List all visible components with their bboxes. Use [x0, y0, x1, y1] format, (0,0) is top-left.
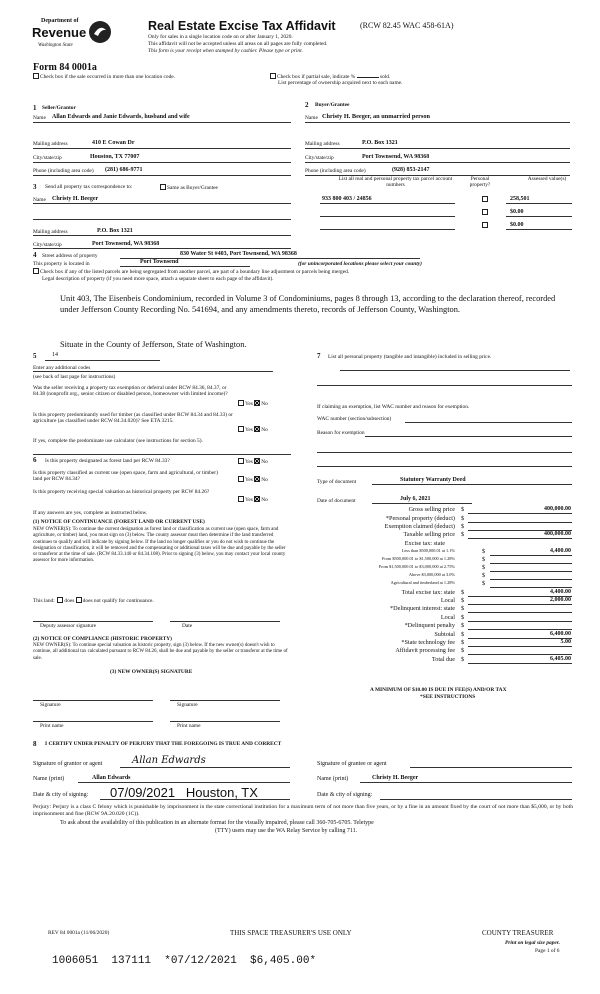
yes-label: Yes: [245, 497, 253, 503]
corr-mailing-label: Mailing address: [33, 229, 68, 235]
no-checkbox-checked[interactable]: [254, 476, 260, 482]
tax-row-label: Total due: [431, 656, 455, 663]
seller-heading: Seller/Grantor: [42, 105, 76, 111]
s6-q2: Is this property classified as current use (open space, farm and agricultural, or timber) land per RCW 84.34?: [33, 470, 218, 483]
s5-q1-answer: [238, 400, 268, 407]
location-code[interactable]: 14: [52, 352, 58, 358]
corr-city[interactable]: Port Townsend, WA 98368: [92, 241, 160, 247]
personal-prop-label: List all personal property (tangible and intangible) included in selling price.: [328, 354, 492, 360]
seller-mailing[interactable]: 410 E Cowan Dr: [92, 140, 135, 146]
form-number: Form 84 0001a: [33, 62, 97, 73]
yes-label: Yes: [245, 427, 253, 433]
notice2-text: NEW OWNER(S): To continue special valuation as historic property, sign (3) below. If the new owner(s) doesn't wish to continue, all additional tax calculated pursuant to RCW 84.26, shall be due and payable by the seller or transferor at the time of sale.: [33, 643, 288, 661]
buyer-phone-label: Phone (including area code): [305, 168, 366, 174]
seller-phone-label: Phone (including area code): [33, 168, 94, 174]
s6-q3: Is this property receiving special valuation as historical property per RCW 84.26?: [33, 489, 210, 495]
s6-q2-answer: [238, 476, 268, 483]
buyer-name[interactable]: Christy H. Beeger, an unmarried person: [322, 113, 431, 120]
buyer-phone[interactable]: (928) 853-2147: [392, 167, 430, 173]
tax-row-amount[interactable]: 5.00: [560, 639, 571, 645]
tax-row-label: From $1,500,000.01 to $3,000,000 at 2.75%: [378, 564, 455, 569]
buyer-mailing[interactable]: P.O. Box 1321: [362, 140, 398, 146]
doc-type-label: Type of document: [317, 479, 357, 485]
perjury-text: Perjury: Perjury is a class C felony which is punishable by imprisonment in the state correctional institution for a maximum term of not more than five years, or by a fine in an amount fixed by the court of not more than $5,000, or by both imprisonment and fine (RCW 9A.20.020 (1C)).: [33, 804, 573, 817]
tax-row-amount[interactable]: 4,400.00: [550, 548, 571, 554]
dollar-sign: $: [461, 523, 465, 530]
tax-row-label: *Delinquent interest: state: [390, 605, 455, 612]
header-note-3: This form is your receipt when stamped by cashier. Please type or print.: [148, 48, 303, 54]
tax-row-label: Taxable selling price: [403, 531, 455, 538]
section7-num: 7: [317, 352, 321, 360]
dollar-sign: $: [461, 614, 465, 621]
seller-name-label: Name: [33, 115, 46, 121]
dor-logo: [28, 18, 118, 56]
does-checkbox[interactable]: [57, 597, 63, 603]
form-citation: (RCW 82.45 WAC 458-61A): [360, 21, 454, 30]
s5-q1: Was the seller receiving a property tax exemption or deferral under RCW 84.36, 84.37, or 84.38 (nonprofit org., senior citizen or disabled person, homeowner with limited income)?: [33, 385, 228, 398]
same-as-buyer-checkbox[interactable]: [160, 184, 166, 190]
tax-row-amount[interactable]: 4,400.00: [550, 589, 571, 595]
seller-city[interactable]: Houston, TX 77007: [90, 154, 140, 160]
county-treasurer: COUNTY TREASURER: [482, 929, 554, 937]
no-label: No: [261, 497, 268, 503]
receipt-stamp: 1006051 137111 *07/12/2021 $6,405.00*: [52, 955, 317, 967]
tax-row-label: Gross selling price: [408, 506, 455, 513]
yes-label: Yes: [245, 401, 253, 407]
parcel-value[interactable]: $0.00: [510, 209, 524, 215]
exemption-label: If claiming an exemption, list WAC number and reason for exemption.: [317, 404, 470, 410]
new-owner-sig-title: (3) NEW OWNER(S) SIGNATURE: [110, 669, 193, 675]
dollar-sign: $: [461, 647, 465, 654]
dollar-sign: $: [482, 548, 486, 555]
accessibility-2: (TTY) users may use the WA Relay Service by calling 711.: [215, 828, 358, 834]
grantor-sig-label: Signature of grantor or agent: [33, 761, 103, 767]
buyer-name-label: Name: [305, 115, 318, 121]
unincorporated-note: (for unincorporated locations please select your county): [298, 261, 422, 267]
does-not-label: does not qualify for continuance.: [82, 598, 154, 604]
tax-row-label: Affidavit processing fee: [395, 647, 455, 654]
tax-row-label: *Delinquent penalty: [404, 622, 455, 629]
property-location[interactable]: Port Townsend: [140, 259, 179, 265]
this-land-row: [33, 597, 154, 604]
no-checkbox-checked[interactable]: [254, 496, 260, 502]
yes-checkbox[interactable]: [238, 476, 244, 482]
does-label: does: [64, 598, 75, 604]
dor-logo-icon: [88, 20, 112, 44]
section5-num: 5: [33, 352, 37, 360]
situate-text[interactable]: Situate in the County of Jefferson, State of Washington.: [60, 340, 247, 349]
additional-codes-label: Enter any additional codes: [33, 365, 91, 371]
logo-line3: Washington State: [38, 43, 73, 48]
s5-q2: Is this property predominantly used for timber (as classified under RCW 84.34 and 84.33) or agriculture (as classified under RCW 84.34.020)? See ETA 3215.: [33, 412, 233, 425]
parcel-value[interactable]: 258,501: [510, 196, 530, 202]
grantee-name[interactable]: Christy H. Beeger: [372, 775, 419, 781]
section1-num: 1: [33, 104, 37, 112]
accessibility-1: To ask about the availability of this publication in an alternate format for the visually impaired, please call 360-705-6705. Teletype: [60, 820, 374, 826]
owner-signature-label: Signature: [40, 702, 61, 708]
does-not-checkbox[interactable]: [76, 597, 82, 603]
section3-num: 3: [33, 183, 37, 191]
tax-correspondence-label: Send all property tax correspondence to:: [45, 184, 133, 190]
dollar-sign: $: [482, 572, 486, 579]
tax-row-label: Subtotal: [434, 631, 455, 638]
tax-row-label: Total excise tax: state: [401, 589, 455, 596]
dollar-sign: $: [461, 531, 465, 538]
dollar-sign: $: [482, 580, 486, 587]
no-checkbox-checked[interactable]: [254, 426, 260, 432]
buyer-city-label: City/state/zip: [305, 155, 334, 161]
personal-property-checkbox[interactable]: [482, 209, 488, 215]
dollar-sign: $: [482, 556, 486, 563]
parcel-col-personal: Personal property?: [469, 176, 491, 189]
this-land-label: This land:: [33, 598, 55, 604]
segregated-checkbox[interactable]: [33, 268, 39, 274]
tax-row-label: Above $3,000,000 at 3.0%: [408, 572, 455, 577]
grantor-date-place[interactable]: 07/09/2021 Houston, TX: [110, 785, 258, 800]
s6-q1: Is this property designated as forest land per RCW 84.33?: [45, 458, 170, 464]
no-label: No: [261, 427, 268, 433]
dollar-sign: $: [461, 639, 465, 646]
tax-row-label: Agricultural and timberland at 1.28%: [390, 580, 455, 585]
logo-line2: Revenue: [32, 25, 87, 40]
tax-row-label: *State technology fee: [401, 639, 455, 646]
located-label: This property is located in: [33, 261, 90, 267]
personal-property-checkbox[interactable]: [482, 222, 488, 228]
doc-type[interactable]: Statutory Warranty Deed: [400, 477, 466, 483]
owner-print-name-label: Print name: [40, 723, 64, 729]
certify-statement: I CERTIFY UNDER PENALTY OF PERJURY THAT THE FOREGOING IS TRUE AND CORRECT: [45, 741, 282, 747]
no-label: No: [261, 459, 268, 465]
dollar-sign: $: [461, 506, 465, 513]
seller-phone[interactable]: (281) 686-9771: [105, 167, 143, 173]
dollar-sign: $: [461, 515, 465, 522]
no-checkbox-checked[interactable]: [254, 400, 260, 406]
reason-label: Reason for exemption: [317, 430, 365, 436]
seller-name[interactable]: Allan Edwards and Janie Edwards, husband and wife: [52, 114, 190, 120]
dollar-sign: $: [461, 631, 465, 638]
yes-label: Yes: [245, 459, 253, 465]
parcel-account[interactable]: 933 800 403 / 24856: [322, 196, 372, 202]
legal-description[interactable]: Unit 403, The Eisenbeis Condominium, recorded in Volume 3 of Condominiums, pages 8 through 13, according to the declaration thereof, recorded under Jefferson County Recording No. 541694, and any amendments thereto, records of Jefferson County, Washington.: [60, 294, 556, 315]
form-title: Real Estate Excise Tax Affidavit: [148, 19, 336, 33]
section4-num: 4: [33, 251, 37, 259]
legal-desc-label: Legal description of property (if you need more space, attach a separate sheet to each page of the affidavit).: [42, 276, 274, 282]
notice1-text: NEW OWNER(S): To continue the current designation as forest land or classification as current use (open space, farm and agriculture, or timber) land, you must sign on (3) below. The county assessor must then determine if the land transferred continues to qualify and will indicate by signing below. If the land no longer qualifies or you do not wish to continue the designation or classification, it will be removed and the compensating or additional taxes will be due and payable by the seller or transferor at the time of sale. (RCW 84.33.140 or 84.34.108). Prior to signing (3) below, you may contact your local county assessor for more information.: [33, 527, 286, 564]
see-instructions-note: *SEE INSTRUCTIONS: [420, 694, 476, 700]
tax-row-label: Exemption claimed (deduct): [384, 523, 455, 530]
yes-checkbox[interactable]: [238, 458, 244, 464]
segregated-check[interactable]: [33, 268, 349, 275]
doc-date-label: Date of document: [317, 498, 356, 504]
corr-name-label: Name: [33, 197, 46, 203]
rev-number: REV 84 0001a (11/06/2020): [48, 930, 110, 936]
section2-num: 2: [305, 101, 309, 109]
tax-row-amount[interactable]: 2,000.00: [550, 597, 571, 603]
personal-property-checkbox[interactable]: [482, 196, 488, 202]
same-as-buyer-label: Same as Buyer/Grantee: [167, 185, 218, 191]
tax-row-amount[interactable]: 400,000.00: [544, 506, 571, 512]
same-as-buyer-check[interactable]: [160, 184, 218, 191]
street-label: Street address of property: [42, 253, 98, 259]
tax-row-amount[interactable]: 6,405.00: [550, 656, 571, 662]
property-street[interactable]: 830 Water St #403, Port Townsend, WA 98368: [180, 251, 297, 257]
wac-label: WAC number (section/subsection): [317, 416, 392, 422]
treasurer-space: THIS SPACE TREASURER'S USE ONLY: [230, 929, 352, 937]
s5-q2-answer: [238, 426, 268, 433]
multi-location-label: Check box if the sale occurred in more than one location code.: [40, 74, 176, 80]
buyer-city[interactable]: Port Townsend, WA 98368: [362, 154, 430, 160]
grantee-sig-label: Signature of grantee or agent: [317, 761, 387, 767]
logo-line1: Department of: [41, 18, 79, 24]
parcel-col-assessed: Assessed value(s): [527, 176, 567, 182]
deputy-date-label: Date: [182, 623, 193, 629]
notice2-title: (2) NOTICE OF COMPLIANCE (HISTORIC PROPERTY): [33, 636, 172, 642]
dollar-sign: $: [461, 597, 465, 604]
parcel-col-account: List all real and personal property tax parcel account numbers: [338, 176, 453, 189]
deputy-sig-label: Deputy assessor signature: [40, 623, 96, 629]
partial-sale-label: Check box if partial sale, indicate %: [277, 74, 356, 80]
segregated-label: Check box if any of the listed parcels are being segregated from another parcel, are part of a boundary line adjustment or parcels being merged.: [40, 269, 350, 275]
tax-row-label: Less than $500,000.01 at 1.1%: [401, 548, 455, 553]
grantee-date-place-label: Date & city of signing:: [317, 792, 373, 798]
partial-sale-checkbox[interactable]: [270, 73, 276, 79]
owner-print-name-label-2: Print name: [177, 723, 201, 729]
notice1-title: (1) NOTICE OF CONTINUANCE (FOREST LAND OR CURRENT USE): [33, 519, 205, 525]
grantor-name-label: Name (print): [33, 776, 65, 782]
tax-row-label: Excise tax: state: [404, 540, 445, 547]
tax-row-amount[interactable]: 6,400.00: [550, 631, 571, 637]
see-back-note: (see back of last page for instructions): [33, 374, 116, 380]
tax-row-label: Local: [440, 614, 455, 621]
yes-checkbox[interactable]: [238, 400, 244, 406]
parcel-value[interactable]: $0.00: [510, 222, 524, 228]
dollar-sign: $: [461, 656, 465, 663]
seller-city-label: City/state/zip: [33, 155, 62, 161]
buyer-mailing-label: Mailing address: [305, 141, 340, 147]
buyer-heading: Buyer/Grantee: [315, 102, 350, 108]
tax-row-amount[interactable]: 400,000.00: [544, 531, 571, 537]
section8-num: 8: [33, 740, 37, 748]
grantee-name-label: Name (print): [317, 776, 349, 782]
section6-num: 6: [33, 456, 37, 464]
tax-row-label: From $500,000.01 to $1,500,000 at 1.28%: [381, 556, 455, 561]
grantor-signature[interactable]: Allan Edwards: [132, 755, 206, 766]
page-number: Page 1 of 6: [535, 948, 560, 954]
s5-q3: If yes, complete the predominate use calculator (see instructions for section 5).: [33, 438, 203, 444]
seller-mailing-label: Mailing address: [33, 141, 68, 147]
sold-label: sold.: [380, 74, 391, 80]
doc-date[interactable]: July 6, 2021: [400, 496, 431, 502]
multi-location-check[interactable]: [33, 73, 175, 80]
multi-location-checkbox[interactable]: [33, 73, 39, 79]
s6-q1-answer: [238, 458, 268, 465]
yes-checkbox[interactable]: [238, 426, 244, 432]
minimum-due-note: A MINIMUM OF $10.00 IS DUE IN FEE(S) AND/OR TAX: [370, 687, 507, 693]
any-yes-note: If any answers are yes, complete as instructed below.: [33, 510, 148, 516]
grantor-date-place-label: Date & city of signing:: [33, 792, 89, 798]
no-label: No: [261, 401, 268, 407]
corr-name[interactable]: Christy H. Beeger: [52, 196, 99, 202]
s6-q3-answer: [238, 496, 268, 503]
header-note-1: Only for sales in a single location code on or after January 1, 2020.: [148, 34, 293, 40]
dollar-sign: $: [482, 564, 486, 571]
grantor-name[interactable]: Allan Edwards: [92, 775, 131, 781]
no-checkbox-checked[interactable]: [254, 458, 260, 464]
no-label: No: [261, 477, 268, 483]
tax-row-label: *Personal property (deduct): [385, 515, 455, 522]
tax-row-label: Local: [440, 597, 455, 604]
dollar-sign: $: [461, 605, 465, 612]
header-note-2: This affidavit will not be accepted unless all areas on all pages are fully completed.: [148, 41, 328, 47]
owner-signature-label-2: Signature: [177, 702, 198, 708]
list-pct-note: List percentage of ownership acquired next to each name.: [278, 80, 403, 86]
yes-checkbox[interactable]: [238, 496, 244, 502]
corr-mailing[interactable]: P.O. Box 1321: [97, 228, 133, 234]
print-legal-note: Print on legal size paper.: [505, 940, 560, 946]
corr-city-label: City/state/zip: [33, 242, 62, 248]
dollar-sign: $: [461, 622, 465, 629]
yes-label: Yes: [245, 477, 253, 483]
dollar-sign: $: [461, 589, 465, 596]
